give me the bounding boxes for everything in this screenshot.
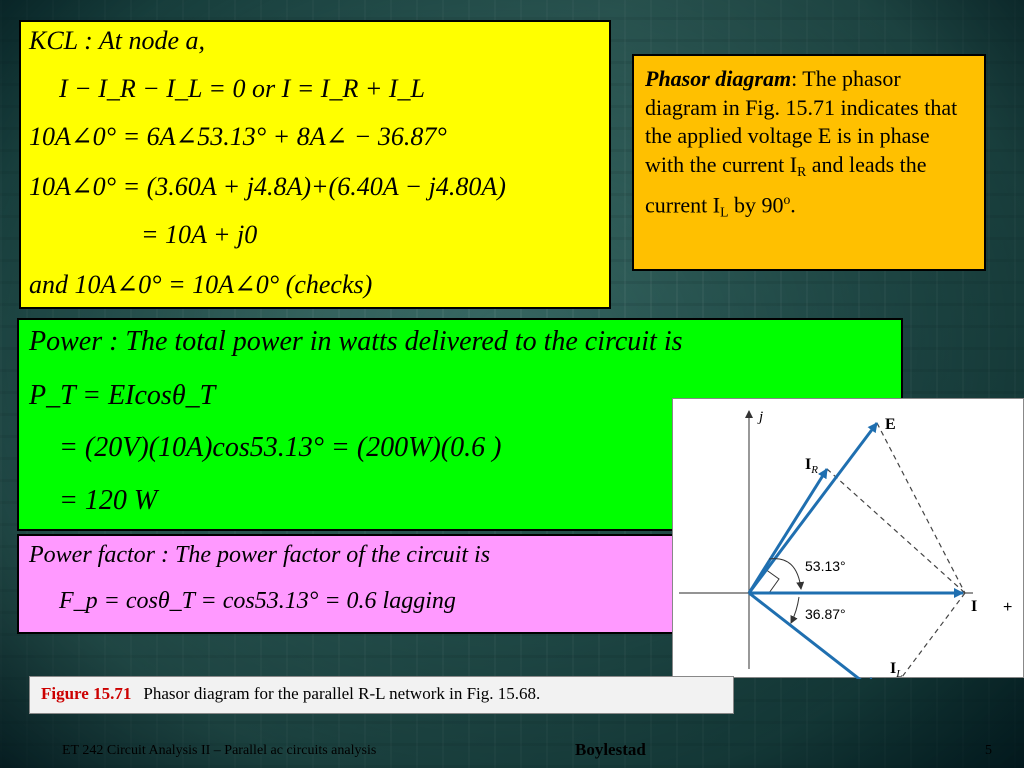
figure-caption [29, 676, 734, 714]
pf-line-2: F_p = cosθ_T = cos53.13° = 0.6 lagging [59, 588, 456, 614]
power-factor-box [17, 534, 681, 634]
kcl-line-4: 10A∠0° = (3.60A + j4.8A)+(6.40A − j4.80A) [29, 172, 506, 201]
kcl-equation-box [19, 20, 611, 309]
dashed-line-e-i [877, 423, 965, 593]
phasor-body-4: . [790, 192, 796, 218]
label-e: E [885, 416, 896, 433]
angle-label-53: 53.13° [805, 558, 846, 574]
phasor-diagram-figure [672, 398, 1024, 678]
phasor-explanation-box [632, 54, 986, 271]
phasor-body-1: : The phasor diagram in Fig. 15.71 indicates that the applied voltage E is in phase with the current I [645, 66, 958, 177]
phasor-il-arrowhead [863, 677, 885, 679]
dashed-line-ir-i [827, 469, 965, 593]
footer-course-title: ET 242 Circuit Analysis II – Parallel ac circuits analysis [62, 743, 377, 758]
kcl-line-1: KCL : At node a, [29, 26, 206, 55]
figure-number: Figure 15.71 [41, 684, 132, 703]
power-line-1: Power : The total power in watts delivered to the circuit is [29, 326, 683, 357]
angle-arc-53 [769, 559, 801, 589]
phasor-diagram-svg [673, 399, 1024, 679]
angle-arc-36 [791, 597, 799, 623]
right-angle-mark [765, 569, 779, 593]
phasor-body-3: by 90 [728, 192, 784, 218]
dashed-line-i-il [887, 593, 965, 679]
power-line-3: = (20V)(10A)cos53.13° = (200W)(0.6 ) [59, 432, 502, 463]
label-ir: $I_R$ [805, 456, 818, 476]
footer-page-number: 5 [985, 743, 992, 758]
power-line-2: P_T = EIcosθ_T [29, 380, 216, 411]
label-il: $I_L$ [890, 660, 903, 679]
phasor-sup-o: o [783, 192, 791, 208]
kcl-line-5: = 10A + j0 [141, 220, 258, 249]
footer-author: Boylestad [575, 740, 646, 759]
phasor-heading: Phasor diagram [645, 66, 792, 91]
axis-j-label: j [759, 409, 764, 425]
figure-caption-text: Phasor diagram for the parallel R-L network in Fig. 15.68. [143, 684, 541, 703]
phasor-ir-arrow [749, 469, 827, 593]
phasor-sub-l: L [720, 204, 729, 220]
power-line-4: = 120 W [59, 485, 158, 516]
kcl-line-6: and 10A∠0° = 10A∠0° (checks) [29, 270, 373, 299]
axis-plus-label: + [1003, 599, 1013, 616]
phasor-sub-r: R [797, 163, 807, 179]
kcl-line-3: 10A∠0° = 6A∠53.13° + 8A∠ − 36.87° [29, 122, 447, 151]
label-i: I [971, 598, 978, 615]
phasor-body-2: and leads the current I [645, 151, 927, 218]
pf-line-1: Power factor : The power factor of the circuit is [29, 542, 491, 568]
kcl-line-2: I − I_R − I_L = 0 or I = I_R + I_L [59, 74, 426, 103]
angle-label-36: 36.87° [805, 606, 846, 622]
